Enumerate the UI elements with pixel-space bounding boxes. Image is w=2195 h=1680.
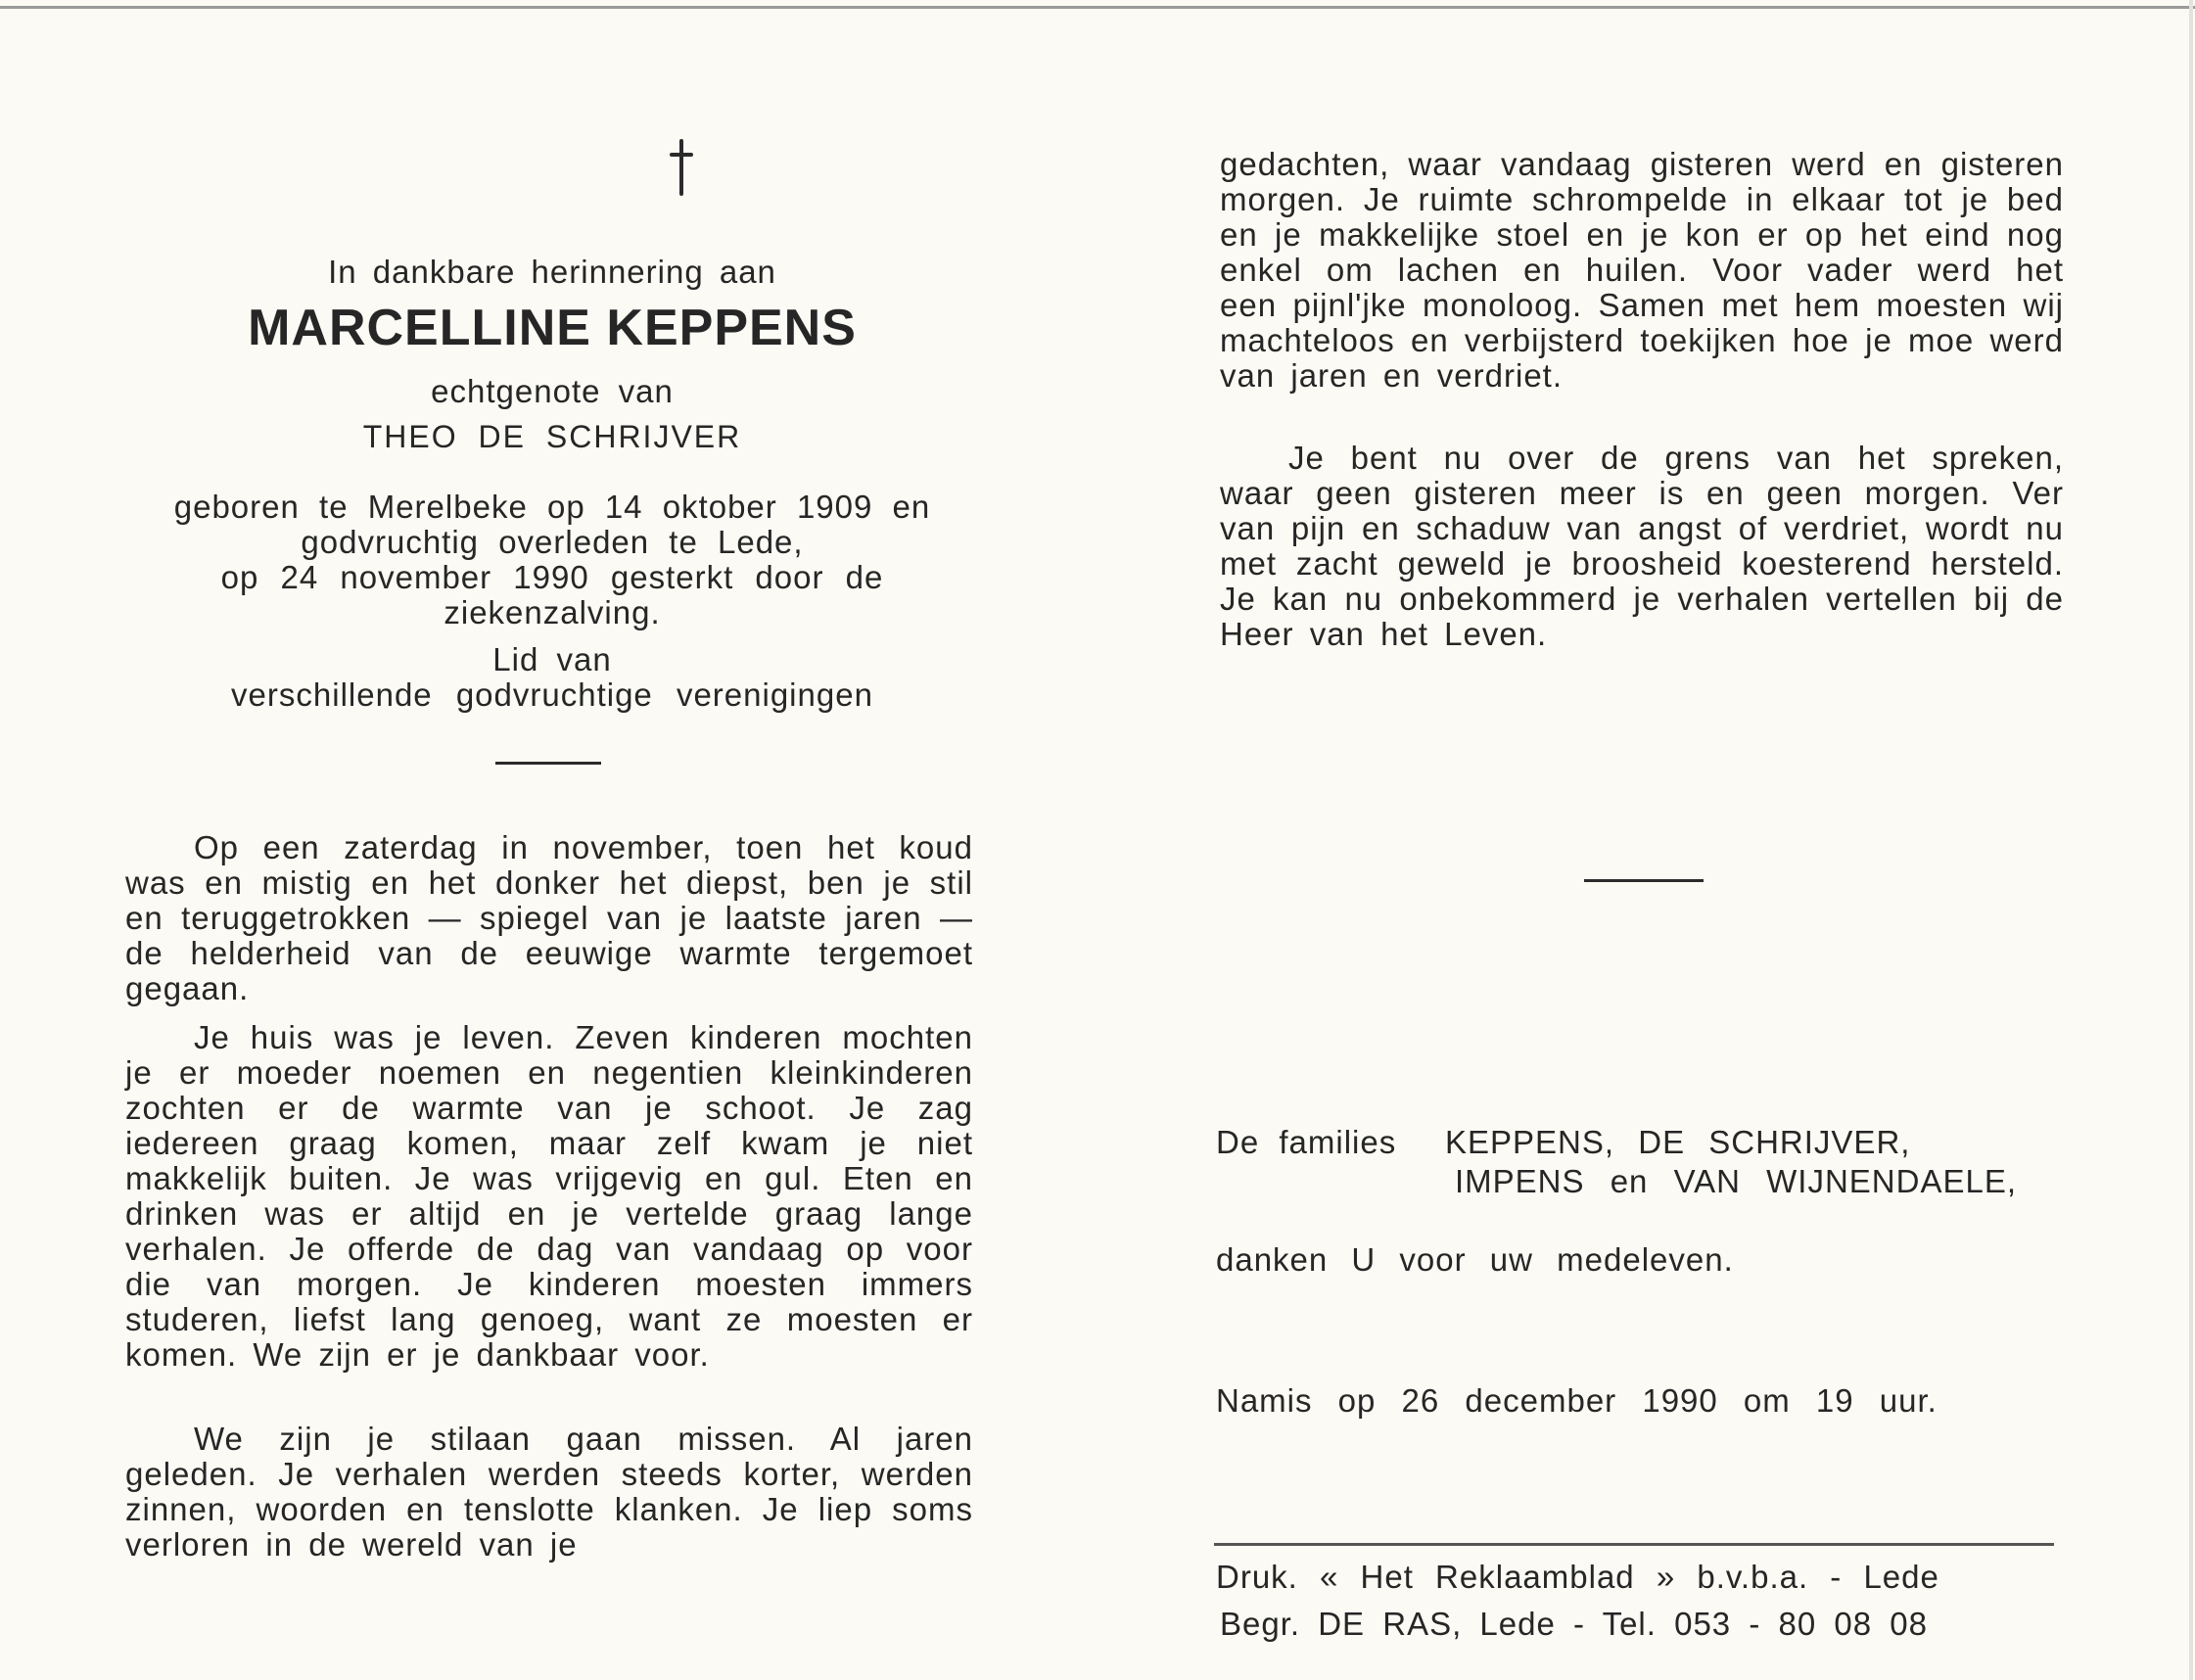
- paragraph-1: Op een zaterdag in november, toen het koud was en mistig en het donker het diepst, ben je stil en teruggetrokken — spiegel van je laatste jaren — de helderheid van de eeuwige warmte tergemoet gegaan.: [125, 829, 973, 1006]
- printer-line-1: Druk. « Het Reklaamblad » b.v.b.a. - Lede: [1216, 1559, 1939, 1595]
- families-prefix: De families: [1216, 1124, 1397, 1160]
- bio-line-3: op 24 november 1990 gesterkt door de: [220, 559, 884, 595]
- paragraph-2: Je huis was je leven. Zeven kinderen mochten je er moeder noemen en negentien kleinkinderen zochten er de warmte van je schoot. Je zag iedereen graag komen, maar zelf kwam je niet makkelijk buiten. Je was vrijgevig en gul. Eten en drinken was er altijd en je vertelde graag lange verhalen. Je offerde de dag van vandaag op voor die van morgen. Je kinderen moesten immers studeren, liefst lang genoeg, want ze moesten er komen. We zijn er je dankbaar voor.: [125, 1019, 973, 1373]
- bio-line-4: ziekenzalving.: [444, 594, 661, 630]
- member-of: verschillende godvruchtige verenigingen: [231, 677, 873, 713]
- intro-text: In dankbare herinnering aan: [328, 254, 776, 290]
- divider: [495, 762, 601, 765]
- spouse-label: echtgenote van: [431, 373, 674, 409]
- families-names-2: IMPENS en VAN WIJNENDAELE,: [1455, 1163, 2018, 1199]
- families-thanks: danken U voor uw medeleven.: [1216, 1241, 1734, 1278]
- member-label: Lid van: [492, 641, 612, 677]
- paragraph-5: Je bent nu over de grens van het spreken, waar geen gisteren meer is en geen morgen. Ver van pijn en schaduw van angst of verdriet, wordt nu met zacht geweld je broosheid koesterend hersteld. Je kan nu onbekommerd je verhalen vertellen bij de Heer van het Leven.: [1220, 440, 2064, 652]
- divider: [1584, 879, 1704, 882]
- families-names-1: KEPPENS, DE SCHRIJVER,: [1445, 1124, 1911, 1160]
- card-edge: [2189, 0, 2193, 1680]
- bio-line-1: geboren te Merelbeke op 14 oktober 1909 en: [173, 489, 931, 525]
- bio-line-2: godvruchtig overleden te Lede,: [301, 524, 804, 560]
- paragraph-4: gedachten, waar vandaag gisteren werd en gisteren morgen. Je ruimte schrompelde in elkaar tot je bed en je makkelijke stoel en je kon er op het eind nog enkel om lachen en huilen. Voor vader werd het een pijnl'jke monoloog. Samen met hem moesten wij machteloos en verbijsterd toekijken hoe je moe werd van jaren en verdriet.: [1220, 146, 2064, 394]
- cross-icon: [662, 137, 701, 200]
- top-border: [0, 6, 2195, 9]
- service-line: Namis op 26 december 1990 om 19 uur.: [1216, 1382, 1938, 1419]
- footer-rule: [1214, 1543, 2054, 1546]
- printer-line-2: Begr. DE RAS, Lede - Tel. 053 - 80 08 08: [1220, 1606, 1928, 1642]
- spouse-name: THEO DE SCHRIJVER: [362, 419, 742, 454]
- paragraph-3: We zijn je stilaan gaan missen. Al jaren geleden. Je verhalen werden steeds korter, werden zinnen, woorden en tenslotte klanken. Je liep soms verloren in de wereld van je: [125, 1421, 973, 1563]
- deceased-name: MARCELLINE KEPPENS: [248, 300, 857, 356]
